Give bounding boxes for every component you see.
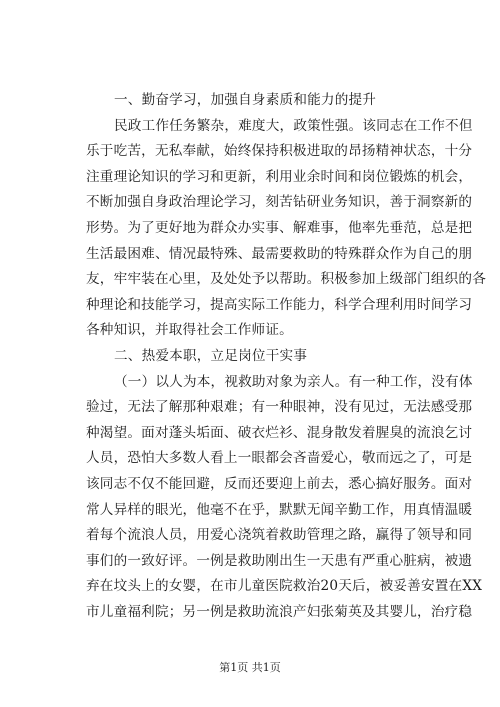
paragraph-line: 人员，恐怕大多数人看上一眼都会吝啬爱心，敬而远之了，可是 xyxy=(86,450,473,467)
paragraph-line: 市儿童福利院；另一例是救助流浪产妇张菊英及其婴儿，治疗稳 xyxy=(86,603,473,620)
paragraph-line: 常人异样的眼光，他毫不在乎，默默无闻辛勤工作，用真情温暖 xyxy=(86,501,473,518)
paragraph-line: 注重理论知识的学习和更新，利用业余时间和岗位锻炼的机会， xyxy=(86,168,473,185)
paragraph-line: 种渴望。面对蓬头垢面、破衣烂衫、混身散发着腥臭的流浪乞讨 xyxy=(86,424,473,441)
paragraph-line: 不断加强自身政治理论学习，刻苦钻研业务知识，善于洞察新的 xyxy=(86,194,473,211)
paragraph-line: 乐于吃苦，无私奉献，始终保持积极进取的昂扬精神状态，十分 xyxy=(86,143,473,160)
paragraph-line: 弃在坟头上的女婴，在市儿童医院救治20天后，被妥善安置在XX xyxy=(86,578,483,595)
paragraph-line: 验过，无法了解那种艰难；有一种眼神，没有见过，无法感受那 xyxy=(86,399,473,416)
paragraph-line: 着每个流浪人员，用爱心浇筑着救助管理之路，赢得了领导和同 xyxy=(86,527,473,544)
paragraph-line: 生活最困难、情况最特殊、最需要救助的特殊群众作为自己的朋 xyxy=(86,245,473,262)
paragraph-line: 各种知识，并取得社会工作师证。 xyxy=(86,322,293,339)
paragraph-line: 形势。为了更好地为群众办实事、解难事，他率先垂范，总是把 xyxy=(86,219,473,236)
paragraph-line: 事们的一致好评。一例是救助刚出生一天患有严重心脏病，被遗 xyxy=(86,552,473,569)
paragraph-line: 该同志不仅不能回避，反而还要迎上前去，悉心搞好服务。面对 xyxy=(86,475,473,492)
page-footer: 第1页 共1页 xyxy=(219,661,281,674)
paragraph-line: （一）以人为本，视救助对象为亲人。有一种工作，没有体 xyxy=(114,373,473,390)
paragraph-line: 种理论和技能学习，提高实际工作能力，科学合理利用时间学习 xyxy=(86,296,473,313)
paragraph-line: 友，牢牢装在心里，及处处予以帮助。积极参加上级部门组织的各 xyxy=(86,271,487,288)
paragraph-line: 民政工作任务繁杂，难度大，政策性强。该同志在工作不但 xyxy=(114,117,473,134)
section-heading-2: 二、热爱本职，立足岗位干实事 xyxy=(114,347,308,364)
section-heading-1: 一、勤奋学习，加强自身素质和能力的提升 xyxy=(114,92,377,108)
document-body xyxy=(86,88,487,625)
